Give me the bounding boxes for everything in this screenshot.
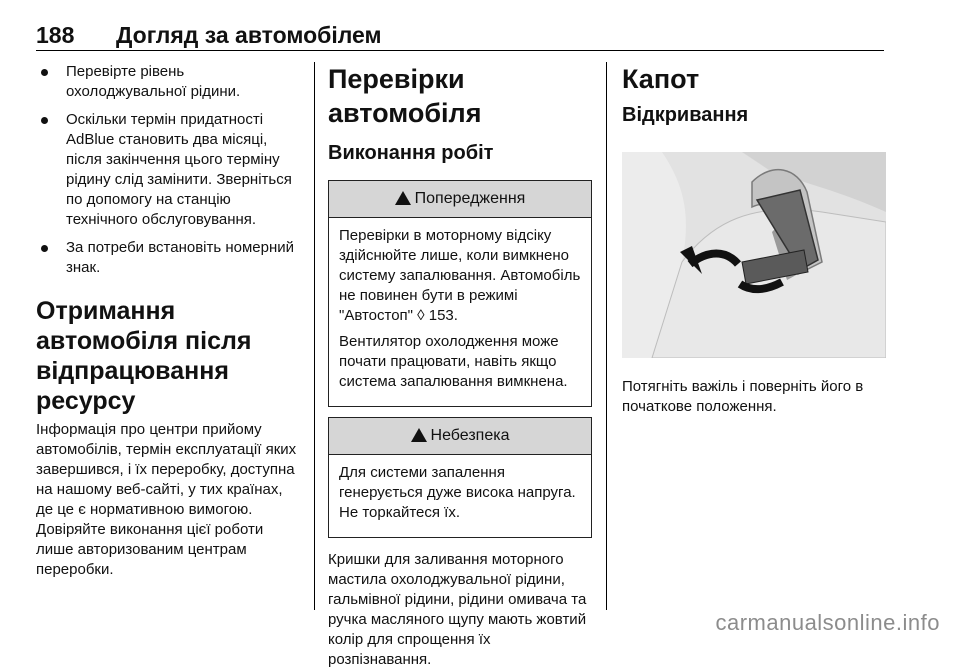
- bullet-icon: [41, 69, 48, 76]
- chapter-title: Перевірки автомобіля: [328, 64, 482, 128]
- page-number: 188: [36, 22, 75, 48]
- warning-label: Попередження: [414, 190, 526, 207]
- bullet-list: [36, 62, 300, 278]
- column-1: [36, 62, 300, 580]
- section-subtitle: Виконання робіт: [328, 142, 494, 164]
- warning-body: [329, 218, 591, 406]
- danger-box: [328, 417, 592, 538]
- warning-header: [329, 181, 591, 218]
- warning-text: Перевірки в моторному відсіку здійснюйте лише, коли вимкнено систему запалювання. Автомобіль не повинен бути в режимі "Автостоп" ◊ 153.: [339, 227, 581, 324]
- warning-text: Вентилятор охолодження може почати працювати, навіть якщо система запалювання вимкнена.: [339, 333, 568, 390]
- bullet-text: Перевірте рівень охолоджувальної рідини.: [66, 63, 241, 100]
- list-item: [36, 110, 300, 230]
- section-heading: Отримання автомобіля після відпрацювання ресурсу: [36, 297, 252, 415]
- list-item: [36, 62, 300, 102]
- hood-release-illustration: [622, 152, 886, 358]
- bullet-icon: [41, 117, 48, 124]
- header-divider: [36, 50, 884, 51]
- warning-box: [328, 180, 592, 407]
- bullet-icon: [41, 245, 48, 252]
- list-item: [36, 238, 300, 278]
- section-paragraph: Інформація про центри прийому автомобілів, термін експлуатації яких завершився, і їх переробку, доступна на нашому веб-сайті, у тих країнах, де це є нормативною вимогою. Довіряйте виконання цієї роботи лише авторизованим центрам переробки.: [36, 421, 297, 578]
- page-header: [36, 22, 884, 50]
- illustration-caption: Потягніть важіль і поверніть його в початкове положення.: [622, 378, 864, 415]
- column-divider-1: [314, 62, 315, 610]
- column-3: [622, 62, 886, 417]
- watermark: carmanualsonline.info: [715, 610, 940, 635]
- warning-triangle-icon: [395, 191, 411, 205]
- section-subtitle: Відкривання: [622, 104, 749, 126]
- column-2: [328, 62, 592, 670]
- column-divider-2: [606, 62, 607, 610]
- bullet-text: Оскільки термін придатності AdBlue становить два місяці, після закінчення цього терміну рідину слід замінити. Зверніться по допомогу на станцію технічного обслуговування.: [66, 111, 292, 228]
- warning-triangle-icon: [411, 428, 427, 442]
- danger-text: Для системи запалення генерується дуже висока напруга. Не торкайтеся їх.: [339, 464, 576, 521]
- bullet-text: За потреби встановіть номерний знак.: [66, 239, 295, 276]
- danger-header: [329, 418, 591, 455]
- danger-label: Небезпека: [430, 427, 510, 444]
- page-title: Догляд за автомобілем: [116, 22, 382, 48]
- section-paragraph: Кришки для заливання моторного мастила охолоджувальної рідини, гальмівної рідини, рідини омивача та ручка масляного щупу мають жовтий колір для спрощення їх розпізнавання.: [328, 551, 587, 668]
- danger-body: [329, 455, 591, 537]
- section-title: Капот: [622, 64, 700, 94]
